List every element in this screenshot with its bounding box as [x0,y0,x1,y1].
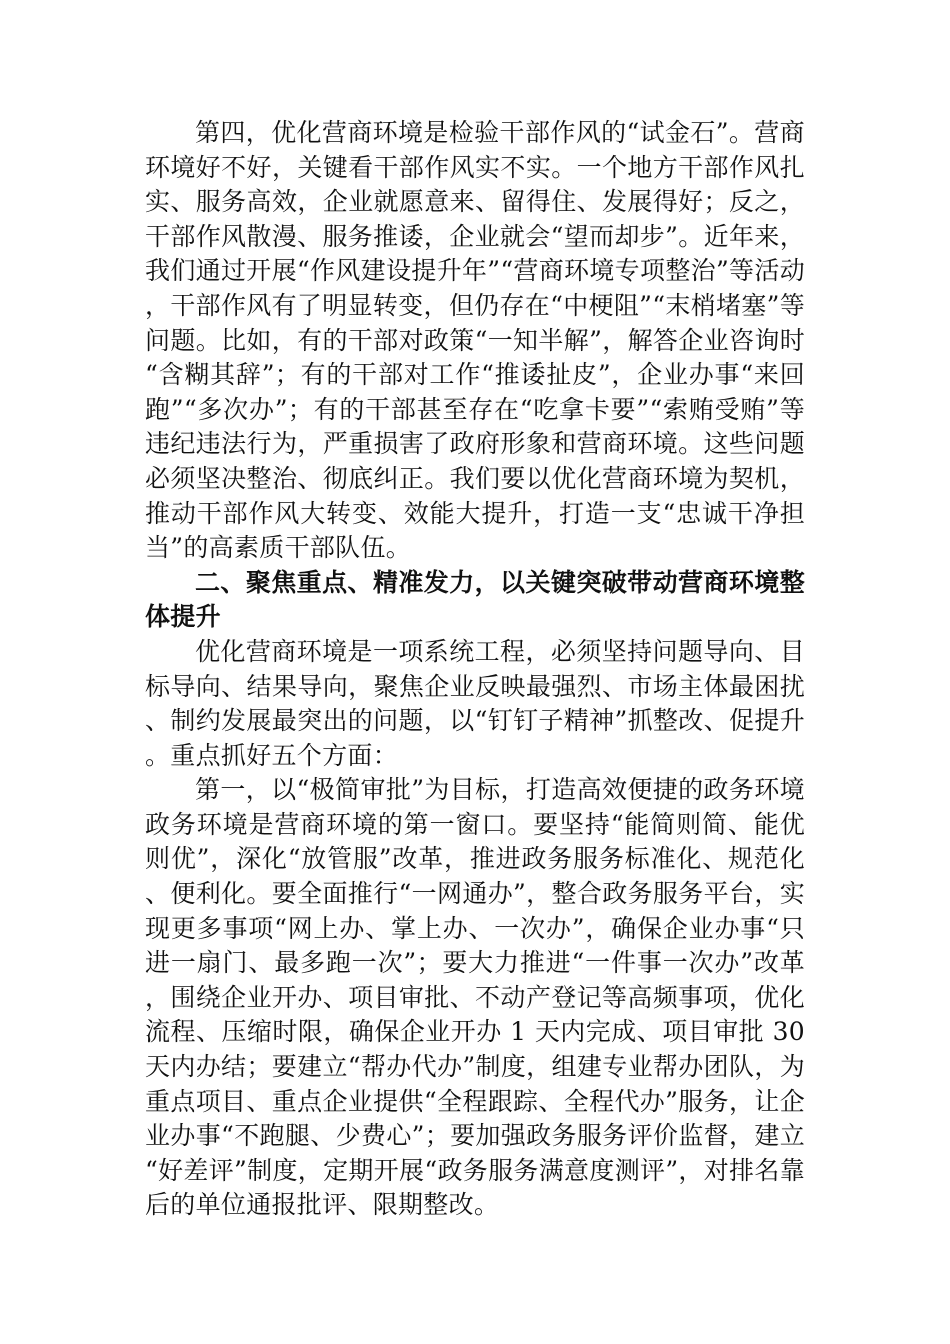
section-heading-2: 二、聚焦重点、精准发力，以关键突破带动营商环境整体提升 [145,567,805,632]
paragraph-cadre-style: 第四，优化营商环境是检验干部作风的“试金石”。营商环境好不好，关键看干部作风实不实。一个地方干部作风扎实、服务高效，企业就愿意来、留得住、发展得好；反之，干部作风散漫、服务推诿，企业就会“望而却步”。近年来，我们通过开展“作风建设提升年”“营商环境专项整治”等活动，干部作风有了明显转变，但仍存在“中梗阻”“末梢堵塞”等问题。比如，有的干部对政策“一知半解”，解答企业咨询时“含糊其辞”；有的干部对工作“推诿扯皮”，企业办事“来回跑”“多次办”；有的干部甚至存在“吃拿卡要”“索贿受贿”等违纪违法行为，严重损害了政府形象和营商环境。这些问题必须坚决整治、彻底纠正。我们要以优化营商环境为契机，推动干部作风大转变、效能大提升，打造一支“忠诚干净担当”的高素质干部队伍。 [145,118,805,563]
document-body [145,116,805,1223]
paragraph-system-engineering: 优化营商环境是一项系统工程，必须坚持问题导向、目标导向、结果导向，聚焦企业反映最强烈、市场主体最困扰、制约发展最突出的问题，以“钉钉子精神”抓整改、促提升。重点抓好五个方面： [145,636,805,770]
paragraph-minimal-approval: 第一，以“极简审批”为目标，打造高效便捷的政务环境政务环境是营商环境的第一窗口。要坚持“能简则简、能优则优”，深化“放管服”改革，推进政务服务标准化、规范化、便利化。要全面推行“一网通办”，整合政务服务平台，实现更多事项“网上办、掌上办、一次办”，确保企业办事“只进一扇门、最多跑一次”；要大力推进“一件事一次办”改革，围绕企业开办、项目审批、不动产登记等高频事项，优化流程、压缩时限，确保企业开办 1 天内完成、项目审批 30 天内办结；要建立“帮办代办”制度，组建专业帮办团队，为重点项目、重点企业提供“全程跟踪、全程代办”服务，让企业办事“不跑腿、少费心”；要加强政务服务评价监督，建立“好差评”制度，定期开展“政务服务满意度测评”，对排名靠后的单位通报批评、限期整改。 [145,775,805,1220]
